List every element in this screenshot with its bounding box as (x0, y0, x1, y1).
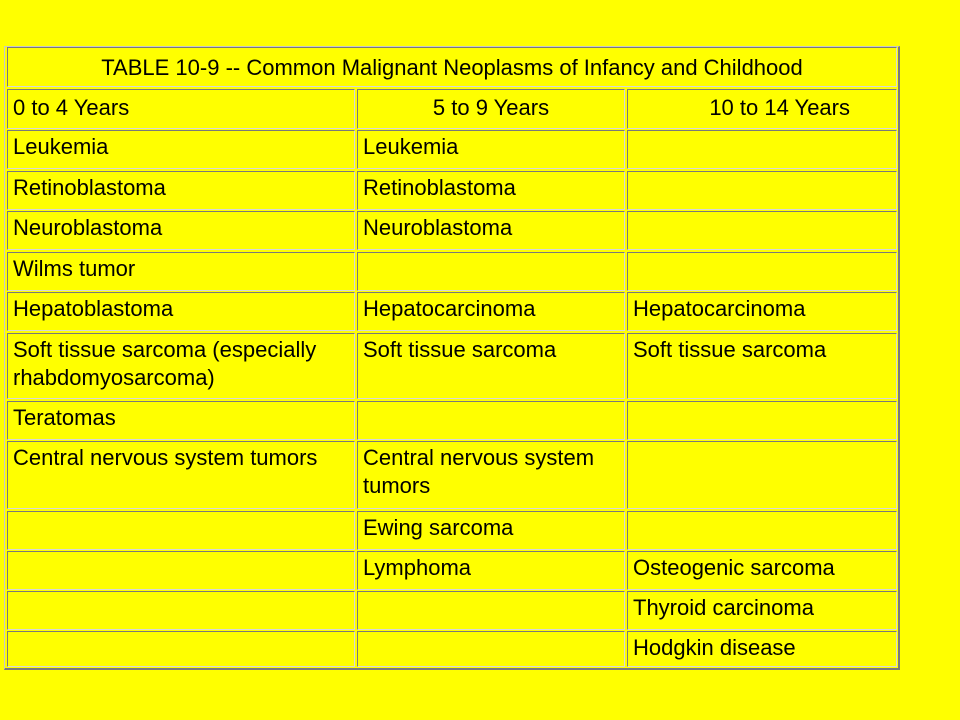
table-row (5, 130, 898, 169)
table-cell (7, 551, 355, 590)
table-cell: Wilms tumor (7, 252, 355, 291)
table-cell (7, 511, 355, 550)
table-row (5, 441, 898, 509)
column-header-0-to-4-years: 0 to 4 Years (7, 89, 355, 129)
table-cell (7, 631, 355, 667)
table-cell (627, 252, 897, 291)
table-cell (627, 401, 897, 440)
table-row (5, 631, 898, 667)
table-cell: Retinoblastoma (357, 171, 625, 210)
table-row (5, 511, 898, 550)
table-cell: Leukemia (7, 130, 355, 169)
table-row (5, 333, 898, 399)
table-cell (7, 591, 355, 630)
table-cell: Hodgkin disease (627, 631, 897, 667)
table-row (5, 252, 898, 291)
table-cell (627, 130, 897, 169)
table-cell: Thyroid carcinoma (627, 591, 897, 630)
table-cell: Ewing sarcoma (357, 511, 625, 550)
table-cell: Osteogenic sarcoma (627, 551, 897, 590)
table-cell (627, 171, 897, 210)
table-cell: Hepatocarcinoma (357, 292, 625, 331)
table-cell: Teratomas (7, 401, 355, 440)
table-cell: Soft tissue sarcoma (357, 333, 625, 399)
table-cell (627, 511, 897, 550)
table-cell (627, 211, 897, 250)
table-cell: Central nervous system tumors (7, 441, 355, 509)
table-cell: Neuroblastoma (357, 211, 625, 250)
table-cell: Hepatoblastoma (7, 292, 355, 331)
table-row (5, 401, 898, 440)
table-row (5, 211, 898, 250)
column-header-5-to-9-years: 5 to 9 Years (357, 89, 625, 129)
table-cell: Neuroblastoma (7, 211, 355, 250)
table-row (5, 171, 898, 210)
table-title: TABLE 10-9 -- Common Malignant Neoplasms of Infancy and Childhood (7, 47, 897, 87)
table-cell: Lymphoma (357, 551, 625, 590)
table-cell (357, 401, 625, 440)
table-cell: Soft tissue sarcoma (627, 333, 897, 399)
neoplasm-table (4, 46, 900, 670)
table-cell (357, 631, 625, 667)
table-row (5, 551, 898, 590)
table-cell (357, 591, 625, 630)
table-cell: Central nervous system tumors (357, 441, 625, 509)
table-cell (357, 252, 625, 291)
column-header-10-to-14-years: 10 to 14 Years (627, 89, 897, 129)
table-cell (627, 441, 897, 509)
table-cell: Leukemia (357, 130, 625, 169)
table-cell: Soft tissue sarcoma (especially rhabdomyosarcoma) (7, 333, 355, 399)
table-header-row (5, 89, 898, 129)
table-row (5, 292, 898, 331)
table-cell: Retinoblastoma (7, 171, 355, 210)
table-cell: Hepatocarcinoma (627, 292, 897, 331)
table-title-row (5, 47, 898, 87)
table-row (5, 591, 898, 630)
